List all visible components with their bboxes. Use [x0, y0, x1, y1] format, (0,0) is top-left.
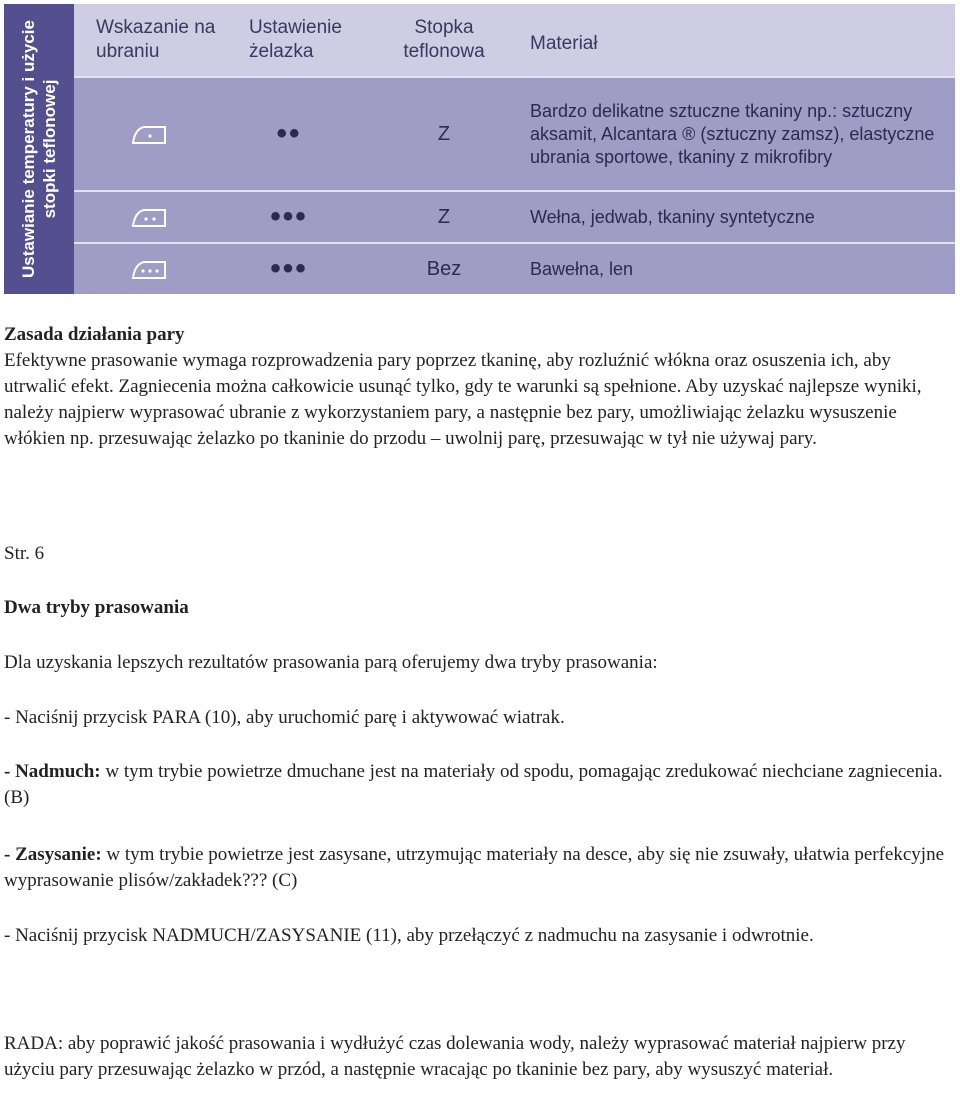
teflon-plate-value: Z: [437, 122, 451, 145]
header-teflon-plate: Stopka teflonowa: [403, 17, 485, 62]
header-material: Materiał: [530, 33, 598, 54]
material-text: Wełna, jedwab, tkaniny syntetyczne: [530, 206, 815, 227]
material-text: Bawełna, len: [530, 258, 634, 279]
blow-mode-text: w tym trybie powietrze dmuchane jest na materiały od spodu, pomagając zredukować niechciane zagniecenia. (B): [4, 761, 943, 808]
material-text: Bardzo delikatne sztuczne tkaniny np.: sztuczny aksamit, Alcantara ® (sztuczny zamsz), elastyczne ubrania sportowe, tkaniny z mikrofibry: [530, 100, 935, 167]
steam-button-step: - Naciśnij przycisk PARA (10), aby uruchomić parę i aktywować wiatrak.: [4, 707, 565, 728]
iron-three-dots-icon: [114, 244, 184, 294]
iron-setting-dots: ••: [276, 117, 302, 150]
section-heading: Zasada działania pary: [4, 324, 185, 345]
suction-mode-paragraph: [4, 842, 954, 894]
section-heading: Dwa tryby prasowania: [4, 597, 189, 618]
steam-principle-section: [4, 322, 954, 452]
table-side-band: [4, 4, 74, 294]
teflon-plate-value: Z: [437, 205, 451, 228]
tip-paragraph: RADA: aby poprawić jakość prasowania i wydłużyć czas dolewania wody, należy wyprasować materiał najpierw przy użyciu pary przesuwając żelazko w przód, a następnie wracając po tkaninie bez pary, aby wysuszyć materiał.: [4, 1033, 906, 1080]
table-row: [74, 78, 955, 190]
section-paragraph: Efektywne prasowanie wymaga rozprowadzenia pary poprzez tkaninę, aby rozluźnić włókna oraz osuszenia ich, aby utrwalić efekt. Zagniecenia można całkowicie usunąć tylko, gdy te warunki są spełnione. Aby uzyskać najlepsze wyniki, należy najpierw wyprasować ubranie z wykorzystaniem pary, a następnie bez pary, umożliwiając żelazku wysuszenie włókien np. przesuwając żelazko po tkaninie do przodu – uwolnij parę, przesuwając w tył nie używaj pary.: [4, 350, 922, 449]
table-header: [74, 4, 955, 76]
iron-one-dot-icon: [114, 78, 184, 190]
temperature-table: [4, 4, 955, 294]
page-number: Str. 6: [4, 543, 45, 564]
teflon-plate-value: Bez: [426, 257, 462, 280]
table-row: [74, 192, 955, 242]
intro-paragraph: Dla uzyskania lepszych rezultatów prasowania parą oferujemy dwa tryby prasowania:: [4, 652, 658, 673]
header-garment-label: Wskazanie na ubraniu: [96, 17, 216, 62]
table-side-title: Ustawianie temperatury i użycie stopki teflonowej: [19, 20, 59, 278]
suction-mode-text: w tym trybie powietrze jest zasysane, utrzymując materiały na desce, aby się nie zsuwały, ułatwia perfekcyjne wyprasowanie plisów/zakładek??? (C): [4, 844, 945, 891]
switch-mode-step: - Naciśnij przycisk NADMUCH/ZASYSANIE (11), aby przełączyć z nadmuchu na zasysanie i odwrotnie.: [4, 925, 814, 946]
table-row: [74, 244, 955, 294]
suction-mode-label: - Zasysanie:: [4, 844, 102, 865]
header-iron-setting: Ustawienie żelazka: [249, 17, 342, 62]
iron-setting-dots: •••: [270, 200, 308, 233]
blow-mode-label: - Nadmuch:: [4, 761, 101, 782]
iron-two-dots-icon: [114, 192, 184, 242]
iron-setting-dots: •••: [270, 252, 308, 285]
blow-mode-paragraph: [4, 759, 954, 811]
